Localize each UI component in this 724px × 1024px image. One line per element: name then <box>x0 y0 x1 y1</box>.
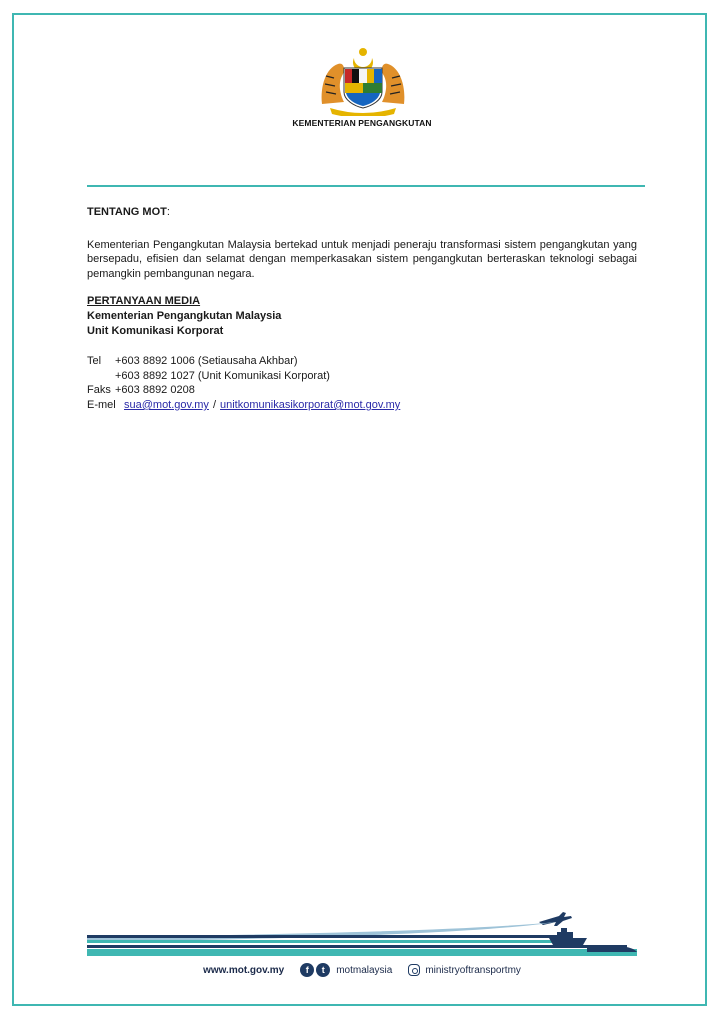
email-label: E-mel <box>87 398 116 411</box>
contact-block <box>87 354 637 412</box>
social-handle-ministryoftransportmy[interactable]: ministryoftransportmy <box>425 964 521 976</box>
media-heading: PERTANYAAN MEDIA <box>87 295 201 308</box>
transport-banner-graphic <box>87 908 637 958</box>
header-divider <box>87 185 645 187</box>
instagram-icon[interactable] <box>408 964 420 976</box>
twitter-icon[interactable]: t <box>316 963 330 977</box>
media-organization: Kementerian Pengangkutan Malaysia <box>87 309 282 322</box>
tel-label: Tel <box>87 355 102 368</box>
footer-bar <box>0 963 724 977</box>
ministry-name: KEMENTERIAN PENGANGKUTAN <box>292 118 432 128</box>
fax-label: Faks <box>87 384 111 397</box>
media-unit: Unit Komunikasi Korporat <box>87 324 224 337</box>
email-link-corporate[interactable]: unitkomunikasikorporat@mot.gov.my <box>220 398 401 411</box>
email-link-sua[interactable]: sua@mot.gov.my <box>124 398 209 411</box>
page-border <box>12 13 707 1006</box>
about-paragraph: Kementerian Pengangkutan Malaysia bertekad untuk menjadi peneraju transformasi sistem pengangkutan yang bersepadu, efisien dan selamat dengan memperkasakan sistem pengangkutan berteraskan teknologi sebagai pemangkin pembangunan negara. <box>87 238 637 280</box>
social-handle-motmalaysia[interactable]: motmalaysia <box>336 964 393 976</box>
about-heading: TENTANG MOT: <box>87 206 170 218</box>
tel-value-1: +603 8892 1006 (Setiausaha Akhbar) <box>115 355 298 368</box>
fax-value: +603 8892 0208 <box>115 384 195 397</box>
facebook-icon[interactable]: f <box>300 963 314 977</box>
document-body <box>87 205 637 413</box>
tel-value-2: +603 8892 1027 (Unit Komunikasi Korporat) <box>115 369 330 382</box>
tel-row-2 <box>87 369 637 384</box>
email-separator: / <box>212 398 216 411</box>
email-row <box>87 398 637 413</box>
website-link[interactable]: www.mot.gov.my <box>203 964 285 976</box>
malaysia-coat-of-arms-icon <box>316 46 410 116</box>
fax-row <box>87 383 637 398</box>
tel-row-1 <box>87 354 637 369</box>
